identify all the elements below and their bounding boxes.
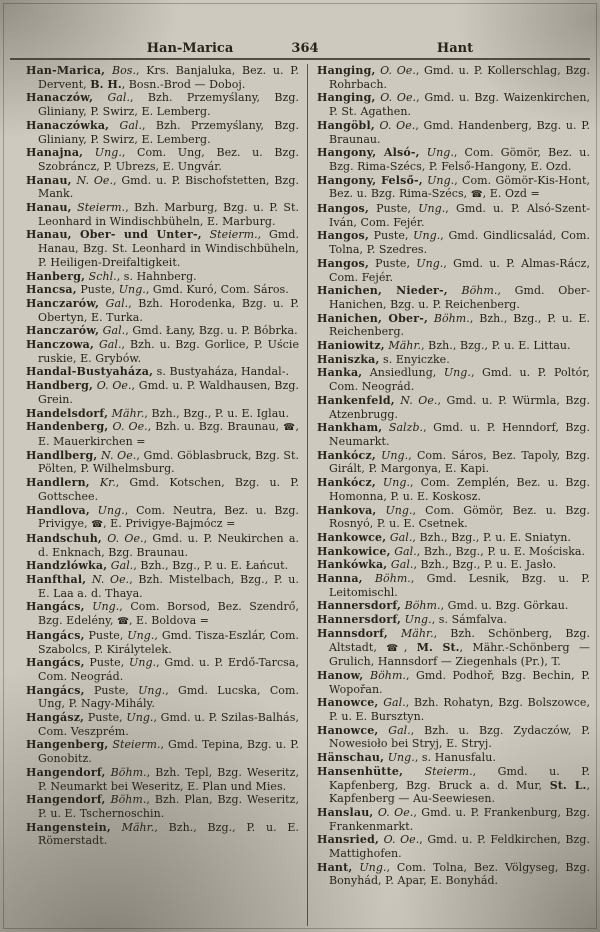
gazetteer-entry: Handenberg, O. Oe., Bzh. u. Bzg. Braunau, ☎, E. Mauerkirchen = (26, 420, 299, 448)
entry-headword: Hankowce, (317, 530, 387, 544)
entry-headword: Hanberg, (26, 269, 86, 283)
gazetteer-entry: Hansried, O. Oe., Gmd. u. P. Feldkirchen, Bzg. Mattighofen. (317, 833, 590, 861)
text-columns (26, 64, 590, 926)
gazetteer-entry: Handberg, O. Oe., Gmd. u. P. Waldhausen, Bzg. Grein. (26, 379, 299, 406)
gazetteer-entry: Hancsa, Puste, Ung., Gmd. Kuró, Com. Sáros. (26, 283, 289, 297)
entry-headword: Hancsa, (26, 283, 77, 297)
gazetteer-entry: Hanslau, O. Oe., Gmd. u. P. Frankenburg, Bzg. Frankenmarkt. (317, 805, 590, 833)
telegraph-icon: ☎ (117, 616, 129, 628)
gazetteer-entry: Hanowce, Gal., Bzh. u. Bzg. Zydaczów, P. Nowesioło bei Stryj, E. Stryj. (317, 723, 591, 751)
gazetteer-entry: Hanau, N. Oe., Gmd. u. P. Bischofstetten, Bzg. Mank. (26, 173, 300, 201)
entry-headword: Handlova, (26, 503, 90, 517)
gazetteer-entry: Hänschau, Ung., s. Hanusfalu. (317, 751, 496, 765)
entry-headword: Hangos, (317, 202, 369, 216)
gazetteer-entry: Hangács, Puste, Ung., Gmd. u. P. Erdő-Tarcsa, Com. Neográd. (26, 656, 299, 683)
gazetteer-entry: Hanczarów, Gal., Bzh. Horodenka, Bzg. u. P. Obertyn, E. Turka. (26, 296, 299, 324)
entry-headword: Hangász, (26, 711, 85, 725)
gazetteer-entry: Handlova, Ung., Com. Neutra, Bez. u. Bzg. Privigye, ☎, E. Privigye-Bajmócz = (26, 503, 300, 531)
entry-headword: Hansenhütte, (317, 764, 404, 778)
gazetteer-entry: Hangenstein, Mähr., Bzh., Bzg., P. u. E. Römerstadt. (26, 820, 299, 848)
gazetteer-entry: Hangenberg, Steierm., Gmd. Tepina, Bzg. u. P. Gonobitz. (26, 738, 300, 766)
entry-headword: Hanczarów, (26, 324, 100, 338)
entry-headword: Hanajna, (26, 146, 84, 160)
entry-headword: Hanow, (317, 668, 364, 682)
entry-headword: Handenberg, (26, 420, 109, 434)
entry-headword: Hanau, (26, 201, 72, 215)
gazetteer-entry: Hanaczówka, Gal., Bzh. Przemyślany, Bzg. Gliniany, P. Swirz, E. Lemberg. (26, 118, 300, 146)
entry-headword: Hanna, (317, 572, 363, 586)
column-left (26, 64, 308, 926)
entry-headword: Hangács, (26, 600, 85, 614)
entry-headword: Hanowce, (317, 696, 379, 710)
entry-headword: Hankócz, (317, 476, 376, 490)
gazetteer-entry: Hangendorf, Böhm., Bzh. Tepl, Bzg. Weseritz, P. Neumarkt bei Weseritz, E. Plan und Mies. (26, 765, 300, 793)
entry-headword: Hanaczówka, (26, 118, 110, 132)
entry-headword: Hangács, (26, 656, 85, 670)
running-head-right: Hant (436, 41, 474, 56)
entry-headword: Hankócz, (317, 448, 376, 462)
entry-headword: Haniowitz, (317, 339, 385, 353)
gazetteer-entry: Hanging, O. Oe., Gmd. u. P. Kollerschlag, Bzg. Rohrbach. (317, 64, 590, 91)
gazetteer-entry: Hangony, Felső-, Ung., Com. Gömör-Kis-Hont, Bez. u. Bzg. Rima-Szécs, ☎, E. Ozd = (317, 173, 591, 201)
column-right (308, 64, 590, 926)
gazetteer-entry: Hankowce, Gal., Bzh., Bzg., P. u. E. Sniatyn. (317, 530, 571, 544)
entry-headword: Hankova, (317, 503, 377, 517)
gazetteer-entry: Hankócz, Ung., Com. Zemplén, Bez. u. Bzg. Homonna, P. u. E. Koskosz. (317, 476, 591, 503)
entry-headword: Hankowice, (317, 544, 391, 558)
entry-headword: Hangos, (317, 256, 369, 270)
entry-headword: Hankham, (317, 421, 383, 435)
telegraph-icon: ☎ (386, 642, 404, 654)
entry-headword: Hangony, Felső-, (317, 173, 423, 187)
entry-headword: Hanaczów, (26, 91, 94, 105)
gazetteer-entry: Hanaczów, Gal., Bzh. Przemyślany, Bzg. Gliniany, P. Swirz, E. Lemberg. (26, 91, 300, 119)
entry-headword: Han-Marica, (26, 64, 106, 77)
entry-headword: Hangöbl, (317, 118, 375, 132)
gazetteer-entry: Hanichen, Ober-, Böhm., Bzh., Bzg., P. u. E. Reichenberg. (317, 311, 590, 339)
gazetteer-entry: Hangony, Alsó-, Ung., Com. Gömör, Bez. u. Bzg. Rima-Szécs, P. Felső-Hangony, E. Ozd. (317, 146, 590, 173)
entry-headword: Hant, (317, 860, 353, 874)
entry-headword: Handzlówka, (26, 559, 108, 573)
gazetteer-entry: Handzlówka, Gal., Bzh., Bzg., P. u. E. Łańcut. (26, 559, 289, 573)
entry-headword: Hanichen, Nieder-, (317, 284, 448, 298)
entry-headword: Hänschau, (317, 751, 385, 765)
entry-headword: Hanczowa, (26, 338, 95, 352)
gazetteer-entry: Hanau, Ober- und Unter-, Steierm., Gmd. Hanau, Bzg. St. Leonhard in Windischbüheln, P. Heiligen-Dreifaltigkeit. (26, 228, 299, 269)
entry-headword: Hangenberg, (26, 738, 109, 752)
gazetteer-entry: Hangos, Puste, Ung., Gmd. u. P. Alsó-Szent-Iván, Com. Fejér. (317, 202, 591, 229)
gazetteer-entry: Handal-Bustyaháza, s. Bustyaháza, Handal-. (26, 365, 290, 379)
gazetteer-entry: Hansenhütte, Steierm., Gmd. u. P. Kapfenberg, Bzg. Bruck a. d. Mur, St. L., Kapfenberg — Au-Seewiesen. (317, 764, 591, 806)
gazetteer-entry: Hanfthal, N. Oe., Bzh. Mistelbach, Bzg., P. u. E. Laa a. d. Thaya. (26, 573, 299, 600)
entry-headword: Handelsdorf, (26, 406, 109, 420)
gazetteer-entry: Handlern, Kr., Gmd. Kotschen, Bzg. u. P. Gottschee. (26, 476, 300, 503)
running-head (0, 41, 600, 56)
gazetteer-entry: Hanczarów, Gal., Gmd. Łany, Bzg. u. P. Bóbrka. (26, 324, 298, 338)
gazetteer-entry: Hanau, Steierm., Bzh. Marburg, Bzg. u. P. St. Leonhard in Windischbüheln, E. Marburg. (26, 201, 299, 228)
entry-headword: Haniszka, (317, 352, 380, 366)
entry-headword: Hanau, (26, 173, 72, 187)
entry-headword: Hankenfeld, (317, 393, 395, 407)
page-number: 364 (291, 41, 319, 56)
gazetteer-entry: Hanna, Böhm., Gmd. Lesnik, Bzg. u. P. Leitomischl. (317, 572, 590, 599)
entry-headword: Hanczarów, (26, 296, 100, 310)
gazetteer-entry: Hangos, Puste, Ung., Gmd. Gindlicsalád, Com. Tolna, P. Szedres. (317, 229, 591, 257)
entry-headword: Hangenstein, (26, 820, 111, 834)
entry-headword: Handlern, (26, 476, 90, 490)
gazetteer-entry: Hannersdorf, Böhm., Gmd. u. Bzg. Görkau. (317, 599, 569, 613)
entry-headword: Hanowce, (317, 723, 379, 737)
gazetteer-entry: Hanging, O. Oe., Gmd. u. Bzg. Waizenkirchen, P. St. Agathen. (317, 91, 591, 119)
entry-headword: Handal-Bustyaháza, (26, 365, 154, 379)
gazetteer-entry: Handelsdorf, Mähr., Bzh., Bzg., P. u. E. Iglau. (26, 406, 289, 420)
gazetteer-entry: Handlberg, N. Oe., Gmd. Göblasbruck, Bzg. St. Pölten, P. Wilhelmsburg. (26, 448, 300, 476)
gazetteer-entry: Han-Marica, Bos., Krs. Banjaluka, Bez. u. P. Dervent, B. H., Bosn.-Brod — Doboj. (26, 64, 299, 91)
telegraph-icon: ☎ (283, 422, 296, 434)
gazetteer-entry: Hanka, Ansiedlung, Ung., Gmd. u. P. Poltór, Com. Neográd. (317, 366, 590, 394)
entry-headword: Hanka, (317, 366, 363, 380)
entry-headword: Hanslau, (317, 805, 374, 819)
gazetteer-entry: Hannersdorf, Ung., s. Sámfalva. (317, 613, 507, 627)
gazetteer-entry: Hangács, Puste, Ung., Gmd. Lucska, Com. Ung, P. Nagy-Mihály. (26, 683, 299, 711)
entry-headword: Handlberg, (26, 448, 98, 462)
gazetteer-entry: Hangács, Ung., Com. Borsod, Bez. Szendrő, Bzg. Edelény, ☎, E. Boldova = (26, 600, 299, 628)
entry-headword: Hangony, Alsó-, (317, 146, 420, 160)
telegraph-icon: ☎ (470, 189, 483, 201)
gazetteer-entry: Hanajna, Ung., Com. Ung, Bez. u. Bzg. Szobráncz, P. Ubrezs, E. Ungvár. (26, 146, 300, 173)
entry-headword: Hangendorf, (26, 793, 106, 807)
gazetteer-entry: Hankócz, Ung., Com. Sáros, Bez. Tapoly, Bzg. Girált, P. Margonya, E. Kapi. (317, 448, 590, 476)
entry-headword: Hanau, Ober- und Unter-, (26, 228, 202, 242)
entry-headword: Hannersdorf, (317, 613, 402, 627)
entry-headword: Hangács, (26, 628, 85, 642)
gazetteer-entry: Hangendorf, Böhm., Bzh. Plan, Bzg. Weseritz, P. u. E. Tschernoschin. (26, 793, 299, 820)
gazetteer-entry: Hanow, Böhm., Gmd. Podhoř, Bzg. Bechin, P. Wopořan. (317, 668, 590, 696)
entry-headword: Hanging, (317, 64, 376, 77)
gazetteer-entry: Handschuh, O. Oe., Gmd. u. P. Neukirchen a. d. Enknach, Bzg. Braunau. (26, 531, 299, 559)
gazetteer-entry: Hankowice, Gal., Bzh., Bzg., P. u. E. Mościska. (317, 544, 586, 558)
gazetteer-entry: Hanowce, Gal., Bzh. Rohatyn, Bzg. Bolszowce, P. u. E. Bursztyn. (317, 696, 591, 724)
gazetteer-entry: Hankówka, Gal., Bzh., Bzg., P. u. E. Jasło. (317, 558, 557, 572)
gazetteer-entry: Hankham, Salzb., Gmd. u. P. Henndorf, Bzg. Neumarkt. (317, 421, 591, 448)
entry-headword: Hanfthal, (26, 573, 87, 587)
gazetteer-entry: Hanberg, Schl., s. Hahnberg. (26, 269, 197, 283)
gazetteer-entry: Hanichen, Nieder-, Böhm., Gmd. Ober-Hanichen, Bzg. u. P. Reichenberg. (317, 284, 591, 311)
running-head-left: Han-Marica (146, 41, 234, 56)
entry-headword: Hangos, (317, 229, 369, 243)
entry-headword: Hanichen, Ober-, (317, 311, 428, 325)
entry-headword: Hangendorf, (26, 765, 106, 779)
entry-headword: Handschuh, (26, 531, 102, 545)
gazetteer-entry: Hangöbl, O. Oe., Gmd. Handenberg, Bzg. u. P. Braunau. (317, 118, 590, 146)
gazetteer-entry: Hannsdorf, Mähr., Bzh. Schönberg, Bzg. Altstadt, ☎, M. St., Mähr.-Schönberg — Grulich, Hannsdorf — Ziegenhals (Pr.), T. (317, 626, 590, 669)
entry-headword: Handberg, (26, 379, 94, 393)
gazetteer-entry: Haniowitz, Mähr., Bzh., Bzg., P. u. E. Littau. (317, 339, 571, 353)
header-rule (10, 58, 590, 60)
gazetteer-entry: Hant, Ung., Com. Tolna, Bez. Völgyseg, Bzg. Bonyhád, P. Apar, E. Bonyhád. (317, 860, 590, 888)
entry-headword: Hanging, (317, 91, 376, 105)
gazetteer-entry: Hanczowa, Gal., Bzh. u. Bzg. Gorlice, P. Uście ruskie, E. Grybów. (26, 338, 299, 365)
gazetteer-entry: Hangács, Puste, Ung., Gmd. Tisza-Eszlár, Com. Szabolcs, P. Királytelek. (26, 628, 300, 656)
entry-headword: Hansried, (317, 833, 380, 847)
gazetteer-entry: Haniszka, s. Enyiczke. (317, 352, 450, 366)
entry-headword: Hankówka, (317, 558, 388, 572)
gazetteer-entry: Hangász, Puste, Ung., Gmd. u. P. Szilas-Balhás, Com. Veszprém. (26, 711, 299, 738)
gazetteer-entry: Hankenfeld, N. Oe., Gmd. u. P. Würmla, Bzg. Atzenbrugg. (317, 393, 590, 421)
gazetteer-entry: Hankova, Ung., Com. Gömör, Bez. u. Bzg. Rosnyó, P. u. E. Csetnek. (317, 503, 591, 531)
entry-headword: Hannsdorf, (317, 626, 388, 640)
telegraph-icon: ☎ (91, 519, 104, 531)
entry-headword: Hangács, (26, 683, 85, 697)
entry-headword: Hannersdorf, (317, 599, 402, 613)
gazetteer-entry: Hangos, Puste, Ung., Gmd. u. P. Almas-Rácz, Com. Fejér. (317, 256, 591, 284)
